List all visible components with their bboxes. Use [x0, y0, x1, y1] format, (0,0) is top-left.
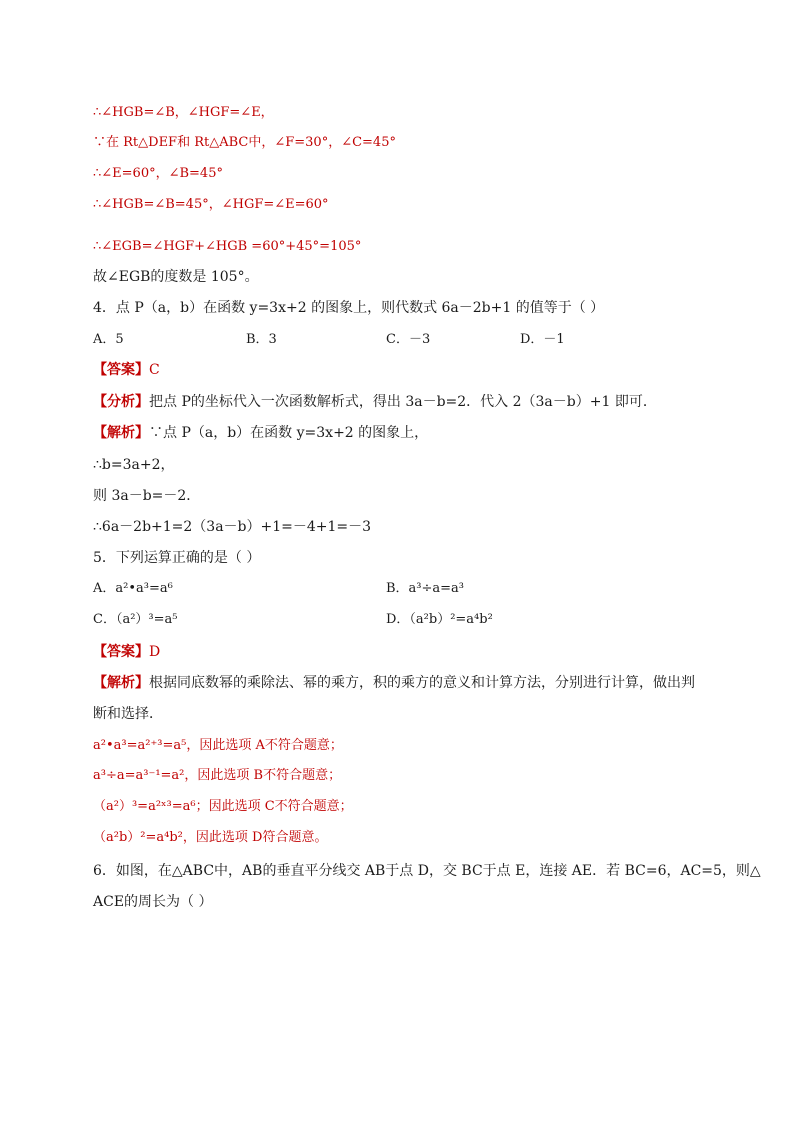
q5-answer [93, 643, 160, 661]
q4-step-3: ∴6a－2b+1=2（3a－b）+1=－4+1=－3 [93, 519, 372, 535]
q5-explanation-cont: 断和选择． [93, 706, 163, 722]
solution-line-5: ∴∠EGB=∠HGF+∠HGB =60°+45°=105° [93, 239, 362, 254]
q5-step-a: a²•a³=a²⁺³=a⁵，因此选项 A不符合题意； [93, 738, 343, 753]
q5-step-d: （a²b）²=a⁴b²，因此选项 D符合题意。 [93, 830, 328, 845]
solution-line-4: ∴∠HGB=∠B=45°，∠HGF=∠E=60° [93, 197, 329, 212]
answer-value: D [149, 644, 161, 660]
explanation-text: 根据同底数幂的乘除法、幂的乘方，积的乘方的意义和计算方法，分别进行计算，做出判 [149, 675, 695, 691]
q5-step-b: a³÷a=a³⁻¹=a²，因此选项 B不符合题意； [93, 768, 342, 783]
q4-explanation [93, 424, 428, 442]
q4-option-b: B．3 [246, 332, 277, 347]
q5-option-a: A．a²•a³=a⁶ [93, 581, 173, 596]
q4-option-c: C．－3 [386, 332, 431, 347]
q5-option-d: D．（a²b）²=a⁴b² [386, 612, 493, 627]
q4-option-d: D．－1 [520, 332, 565, 347]
solution-conclusion: 故∠EGB的度数是 105°。 [93, 269, 259, 285]
solution-line-2: ∵在 Rt△DEF和 Rt△ABC中，∠F=30°，∠C=45° [93, 135, 396, 150]
analysis-text: 把点 P的坐标代入一次函数解析式，得出 3a－b=2．代入 2（3a－b）+1 即可． [149, 394, 657, 410]
analysis-tag: 【分析】 [93, 394, 149, 410]
solution-line-3: ∴∠E=60°，∠B=45° [93, 166, 223, 181]
q5-option-b: B．a³÷a=a³ [386, 581, 465, 596]
question-4: 4．点 P（a，b）在函数 y=3x+2 的图象上，则代数式 6a－2b+1 的值等于（ ） [93, 300, 605, 316]
q4-step-1: ∴b=3a+2， [93, 457, 175, 473]
question-5: 5．下列运算正确的是（ ） [93, 550, 261, 566]
q4-analysis [93, 393, 657, 411]
question-6-line-2: ACE的周长为（ ） [93, 894, 213, 910]
q4-option-a: A．5 [93, 332, 124, 347]
q4-step-2: 则 3a－b=－2． [93, 488, 201, 504]
answer-tag: 【答案】 [93, 362, 149, 378]
answer-value: C [149, 362, 160, 378]
q5-step-c: （a²）³=a²ˣ³=a⁶；因此选项 C不符合题意； [93, 799, 353, 814]
q5-option-c: C．（a²）³=a⁵ [93, 612, 178, 627]
explanation-tag: 【解析】 [93, 425, 149, 441]
explanation-tag: 【解析】 [93, 675, 149, 691]
solution-line-1: ∴∠HGB=∠B，∠HGF=∠E， [93, 105, 274, 120]
answer-tag: 【答案】 [93, 644, 149, 660]
q5-explanation [93, 674, 695, 692]
question-6-line-1: 6．如图，在△ABC中，AB的垂直平分线交 AB于点 D，交 BC于点 E，连接 AE．若 BC=6，AC=5，则△ [93, 863, 761, 879]
explanation-text: ∵点 P（a，b）在函数 y=3x+2 的图象上， [149, 425, 429, 441]
q4-answer [93, 361, 160, 379]
